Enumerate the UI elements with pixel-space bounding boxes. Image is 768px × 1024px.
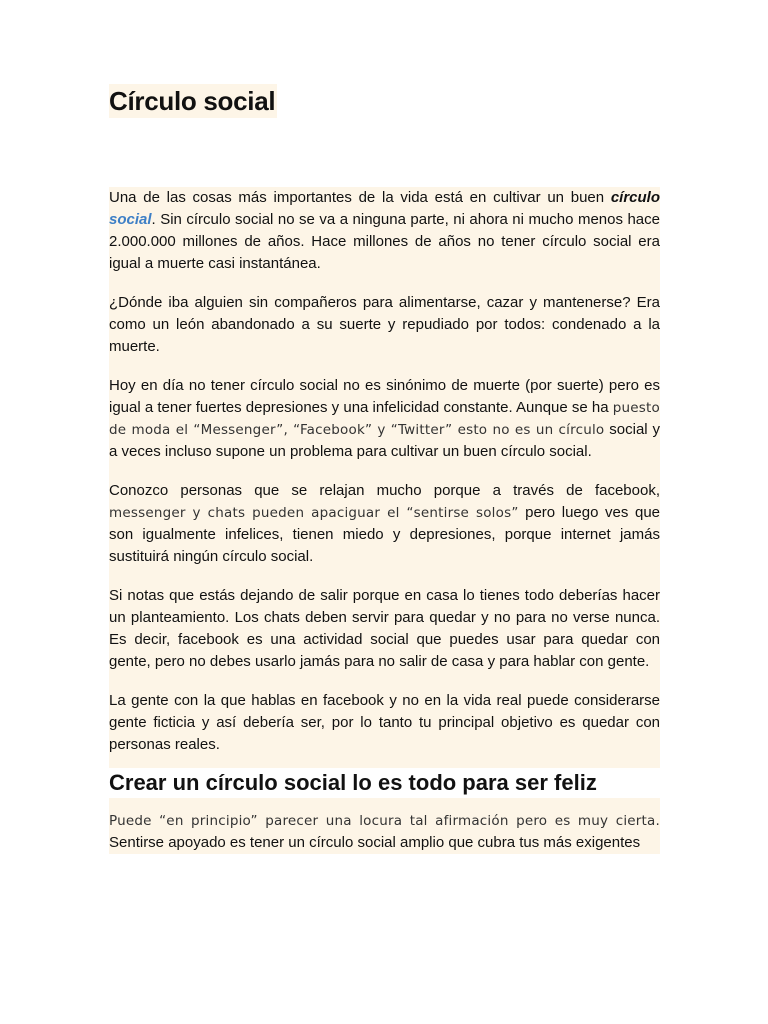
text-run: Hoy en día no tener círculo social no es sinónimo de muerte (por suerte) pero es igual a tener fuertes depresiones y una infelicidad constante. Aunque se ha [109,377,660,416]
paragraph-6: La gente con la que hablas en facebook y no en la vida real puede considerarse gente ficticia y así debería ser, por lo tanto tu principal objetivo es quedar con personas reales. [109,692,660,753]
paragraph-3 [109,375,660,463]
section-heading: Crear un círculo social lo es todo para ser feliz [109,768,660,798]
keyword-circulo: círculo [610,189,660,206]
article-body [109,187,660,854]
paragraph-5: Si notas que estás dejando de salir porque en casa lo tienes todo deberías hacer un planteamiento. Los chats deben servir para quedar y no para no verse nunca. Es decir, facebook es una actividad social que puedes usar para quedar con gente, pero no debes usarlo jamás para no salir de casa y para hablar con gente. [109,587,660,670]
text-run: pero luego ves que son igualmente infelices, tienen miedo y depresiones, porque internet jamás sustituirá ningún círculo social. [109,504,661,565]
text-run: social y a veces incluso supone un problema para cultivar un buen círculo social. [109,421,661,460]
link-social[interactable]: social [109,211,152,228]
text-run-alt: messenger y chats pueden apaciguar el “sentirse solos” [109,505,519,521]
paragraph-7 [109,810,660,854]
text-run: Conozco personas que se relajan mucho porque a través de facebook, [109,482,660,499]
paragraph-1 [109,187,660,275]
text-run-alt: puesto de moda el “Messenger”, “Facebook” y “Twitter” esto no es un círculo [109,400,660,438]
paragraph-4 [109,480,660,568]
text-run: Sentirse apoyado es tener un círculo social amplio que cubra tus más exigentes [109,834,641,851]
text-run-alt: Puede “en principio” parecer una locura tal afirmación pero es muy cierta. [109,813,660,829]
text-run: Una de las cosas más importantes de la vida está en cultivar un buen [109,189,611,206]
paragraph-2: ¿Dónde iba alguien sin compañeros para alimentarse, cazar y mantenerse? Era como un león abandonado a su suerte y repudiado por todos: condenado a la muerte. [109,294,660,355]
page-title: Círculo social [109,86,276,116]
text-run: . Sin círculo social no se va a ninguna parte, ni ahora ni mucho menos hace 2.000.000 millones de años. Hace millones de años no tener círculo social era igual a muerte casi instantánea. [109,211,660,272]
